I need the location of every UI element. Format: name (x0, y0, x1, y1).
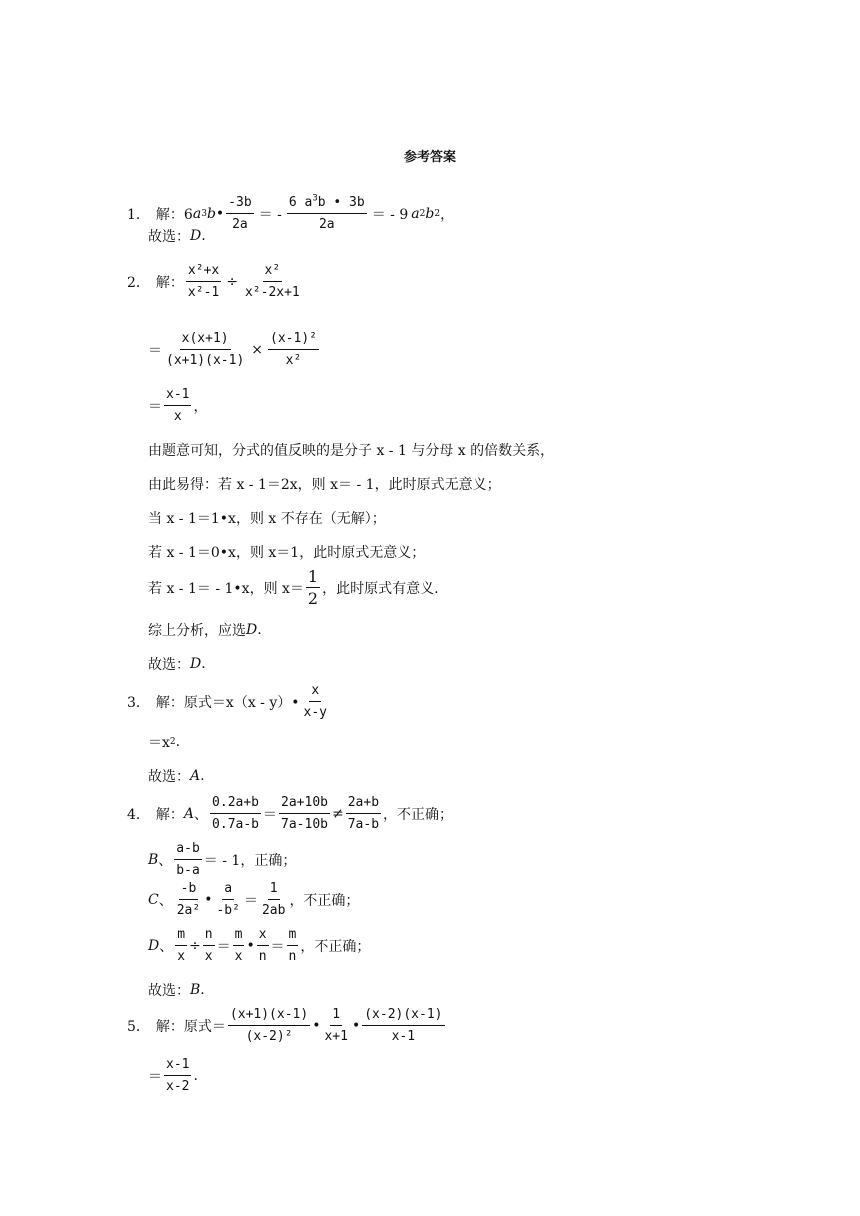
q4-d-fraction-1: $\frac{m}{x}$ (177, 927, 186, 964)
q2-text-4: 若 x - 1＝0•x，则 x＝1，此时原式无意义； (148, 545, 426, 561)
q4-c-fraction-1: $\frac{-b}{\text{2a²}}$ (176, 881, 201, 918)
q1-answer: 故选： D . (148, 228, 206, 245)
q1-var-a: a (192, 205, 202, 222)
q4-a-fraction-1: $\frac{0.2a+b}{0.7a-b}$ (212, 795, 260, 832)
q4-answer: 故选： B . (148, 982, 205, 999)
q2-text-2: 由此易得：若 x - 1＝2x，则 x＝ - 1，此时原式无意义； (148, 477, 501, 493)
q4-option-c: C 、 $\frac{-b}{\text{2a²}}$ • $\frac{a}{\text{-b²}}$ ＝ $\frac{1}{2ab}$ ，不正确； (148, 881, 360, 918)
page-title: 参考答案 (403, 150, 456, 165)
q2-fraction-4: $\frac{\text{(x-1)²}}{\text{x²}}$ (270, 331, 317, 368)
q4-d-fraction-5: $\frac{m}{n}$ (288, 927, 297, 964)
q4-a-fraction-2: $\frac{2a+10b}{7a-10b}$ (281, 795, 328, 832)
q1-fraction-1: $\frac{-3b}{2a}$ (228, 195, 252, 232)
q2-fraction-1: $\frac{\text{x²+x}}{\text{x²-1}}$ (187, 263, 220, 300)
q4-c-fraction-2: $\frac{a}{\text{-b²}}$ (216, 881, 240, 918)
q4-c-fraction-3: $\frac{1}{2ab}$ (261, 881, 286, 918)
q4-d-fraction-4: $\frac{x}{n}$ (258, 927, 267, 964)
q2-half-fraction: $\frac{1}{2}$ (307, 567, 319, 608)
q5-solution: 5． 解：原式＝ $\frac{(x+1)(x-1)}{\text{(x-2)²}}$ • $\frac{1}{x+1}$ • $\frac{(x-2)(x-1)}{x-1}$ (127, 1007, 443, 1044)
q1-solution: 1． 解：6 a 3 b • $\frac{-3b}{2a}$ ＝ - $\frac{6 a^3b • 3b}{2a}$ ＝ - 9 a 2 b 2 ， (127, 193, 455, 232)
q4-option-a: 4． 解： A 、 $\frac{0.2a+b}{0.7a-b}$ ＝ $\frac{2a+10b}{7a-10b}$ ≠ $\frac{2a+b}{7a-b}$ ，不正确； (127, 795, 454, 832)
q1-var-b: b (206, 205, 216, 222)
q2-text-6: 综上分析，应选 D . (148, 622, 262, 639)
q5-fraction-1: $\frac{(x+1)(x-1)}{\text{(x-2)²}}$ (229, 1007, 309, 1044)
q1-equals: ＝ - (258, 206, 282, 223)
q5-fraction-3: $\frac{(x-2)(x-1)}{x-1}$ (364, 1007, 443, 1044)
q2-number: 2． (127, 274, 150, 291)
q3-step: ＝x 2 . (148, 734, 181, 751)
q2-fraction-2: $\frac{\text{x²}}{\text{x²-2x+1}}$ (244, 263, 300, 300)
q5-fraction-2: $\frac{1}{x+1}$ (324, 1007, 348, 1044)
q2-fraction-3: $\frac{x(x+1)}{(x+1)(x-1)}$ (166, 331, 245, 368)
q4-option-b: B 、 $\frac{a-b}{b-a}$ ＝ - 1，正确； (148, 841, 297, 878)
q1-number: 1． (127, 206, 150, 223)
q2-fraction-5: $\frac{x-1}{x}$ (166, 387, 190, 424)
q1-lead: 解：6 (155, 206, 193, 223)
q3-solution: 3． 解：原式＝x（x - y）• $\frac{x}{x-y}$ (127, 683, 327, 720)
q1-dot: • (215, 205, 225, 222)
q4-a-fraction-3: $\frac{2a+b}{7a-b}$ (347, 795, 380, 832)
q3-answer: 故选： A . (148, 768, 205, 785)
q2-step-1: ＝ $\frac{x(x+1)}{(x+1)(x-1)}$ × $\frac{\text{(x-1)²}}{\text{x²}}$ (148, 331, 317, 368)
q4-number: 4． (127, 806, 150, 823)
q4-option-d: D 、 $\frac{m}{x}$ ÷ $\frac{n}{x}$ ＝ $\frac{m}{x}$ • $\frac{x}{n}$ ＝ $\frac{m}{n}$ ，不正确； (148, 927, 371, 964)
q4-d-fraction-3: $\frac{m}{x}$ (234, 927, 243, 964)
q5-fraction-4: $\frac{x-1}{x-2}$ (166, 1057, 190, 1094)
q3-number: 3． (127, 694, 150, 711)
q2-text-3: 当 x - 1＝1•x，则 x 不存在（无解）； (148, 511, 386, 527)
q2-step-2: ＝ $\frac{x-1}{x}$ ， (148, 387, 208, 424)
q2-text-5: 若 x - 1＝ - 1•x，则 x＝ $\frac{1}{2}$ ，此时原式有意义. (148, 567, 439, 608)
q4-b-fraction: $\frac{a-b}{b-a}$ (176, 841, 200, 878)
q2-solution: 2． 解： $\frac{\text{x²+x}}{\text{x²-1}}$ ÷ $\frac{\text{x²}}{\text{x²-2x+1}}$ (127, 263, 300, 300)
q2-answer: 故选： D . (148, 656, 206, 673)
q3-fraction: $\frac{x}{x-y}$ (303, 683, 327, 720)
q4-d-fraction-2: $\frac{n}{x}$ (204, 927, 213, 964)
q1-fraction-2: $\frac{6 a^3b • 3b}{2a}$ (288, 193, 365, 232)
q2-text-1: 由题意可知，分式的值反映的是分子 x - 1 与分母 x 的倍数关系， (148, 443, 555, 459)
q5-number: 5． (127, 1018, 150, 1035)
q5-step: ＝ $\frac{x-1}{x-2}$ . (148, 1057, 198, 1094)
q1-equals-2: ＝ - 9 (371, 206, 409, 223)
